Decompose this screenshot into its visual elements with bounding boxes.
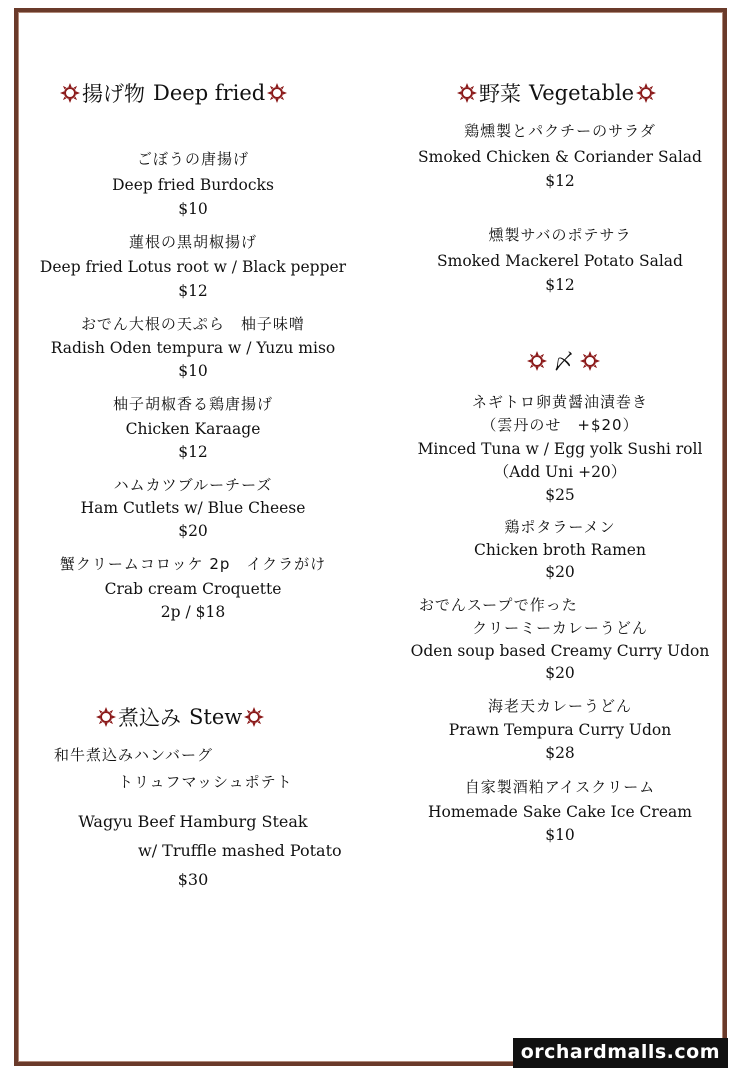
menu-item-price: $12 [545, 172, 575, 190]
left-column [28, 0, 358, 1080]
menu-item-en: Ham Cutlets w/ Blue Cheese [80, 499, 306, 517]
menu-item-price: $10 [178, 200, 208, 218]
heading-jp: 野菜 [479, 82, 521, 106]
menu-item-en: Chicken Karaage [125, 420, 261, 438]
menu-item-line: おでんスープで作った [419, 596, 578, 614]
heading-jp: 煮込み [118, 706, 181, 730]
sun-ornament-icon [580, 351, 600, 371]
heading-en: Deep fried [153, 81, 266, 105]
heading-jp: 揚げ物 [82, 82, 145, 106]
menu-item-line: ネギトロ卵黄醤油漬巻き [471, 393, 648, 411]
menu-item-line: Prawn Tempura Curry Udon [448, 721, 672, 739]
heading-en: Stew [189, 705, 243, 729]
sun-ornament-icon [267, 83, 287, 103]
menu-item-price: $10 [545, 826, 575, 844]
section-heading-stew [96, 702, 264, 732]
menu-item-price: $25 [545, 486, 575, 504]
menu-item-line: クリーミーカレーうどん [472, 619, 648, 637]
stew-item-jp-line2: トリュフマッシュポテト [118, 773, 293, 791]
sun-ornament-icon [96, 707, 116, 727]
stew-item-jp-line1: 和牛煮込みハンバーグ [54, 746, 213, 764]
section-heading-vegetable [457, 78, 656, 108]
menu-item-jp: 蓮根の黒胡椒揚げ [128, 233, 257, 251]
sun-ornament-icon [636, 83, 656, 103]
menu-item-en: Crab cream Croquette [104, 580, 282, 598]
menu-item-line: （雲丹のせ +$20） [481, 416, 639, 434]
menu-item-line: 鶏ポタラーメン [504, 518, 616, 536]
menu-item-jp: ハムカツブルーチーズ [113, 476, 273, 494]
menu-item-price: $28 [545, 744, 575, 762]
sun-ornament-icon [60, 83, 80, 103]
menu-item-price: $20 [178, 522, 208, 540]
stew-item-price: $30 [177, 870, 209, 889]
menu-item-line: Homemade Sake Cake Ice Cream [428, 803, 692, 821]
menu-item-jp: 鶏燻製とパクチーのサラダ [464, 122, 656, 140]
menu-item-line: （Add Uni +20） [493, 463, 627, 481]
sun-ornament-icon [244, 707, 264, 727]
menu-item-price: $12 [178, 282, 208, 300]
menu-item-price: $20 [545, 664, 575, 682]
menu-item-jp: 燻製サバのポテサラ [488, 226, 632, 244]
menu-item-line: Minced Tuna w / Egg yolk Sushi roll [417, 440, 703, 458]
menu-item-line: Oden soup based Creamy Curry Udon [410, 642, 710, 660]
menu-item-en: Deep fried Lotus root w / Black pepper [39, 258, 347, 276]
menu-item-en: Radish Oden tempura w / Yuzu miso [50, 339, 336, 357]
menu-item-price: 2p / $18 [160, 603, 226, 621]
menu-item-jp: 蟹クリームコロッケ 2p イクラがけ [59, 555, 327, 573]
stew-item-en-line1: Wagyu Beef Hamburg Steak [78, 812, 308, 831]
menu-item-line: 海老天カレーうどん [487, 697, 632, 715]
section-heading-shime [527, 346, 600, 376]
menu-item-price: $12 [545, 276, 575, 294]
menu-item-price: $10 [178, 362, 208, 380]
right-column [395, 0, 725, 1080]
sun-ornament-icon [457, 83, 477, 103]
menu-item-en: Deep fried Burdocks [112, 176, 274, 194]
menu-item-jp: おでん大根の天ぷら 柚子味噌 [81, 315, 305, 333]
watermark-text: orchardmalls.com [513, 1038, 728, 1068]
heading-en: Vegetable [529, 81, 635, 105]
sun-ornament-icon [527, 351, 547, 371]
menu-item-jp: ごぼうの唐揚げ [136, 150, 249, 168]
stew-item-en-line2: w/ Truffle mashed Potato [138, 841, 342, 860]
menu-item-jp: 柚子胡椒香る鶏唐揚げ [112, 395, 273, 413]
section-heading-deep-fried [60, 78, 287, 108]
menu-item-line: 自家製酒粕アイスクリーム [464, 778, 656, 796]
menu-item-en: Smoked Mackerel Potato Salad [437, 252, 683, 270]
heading-jp: 〆 [553, 350, 574, 374]
menu-item-price: $20 [545, 563, 575, 581]
menu-item-line: Chicken broth Ramen [474, 541, 646, 559]
menu-item-price: $12 [178, 443, 208, 461]
menu-item-en: Smoked Chicken & Coriander Salad [418, 148, 702, 166]
